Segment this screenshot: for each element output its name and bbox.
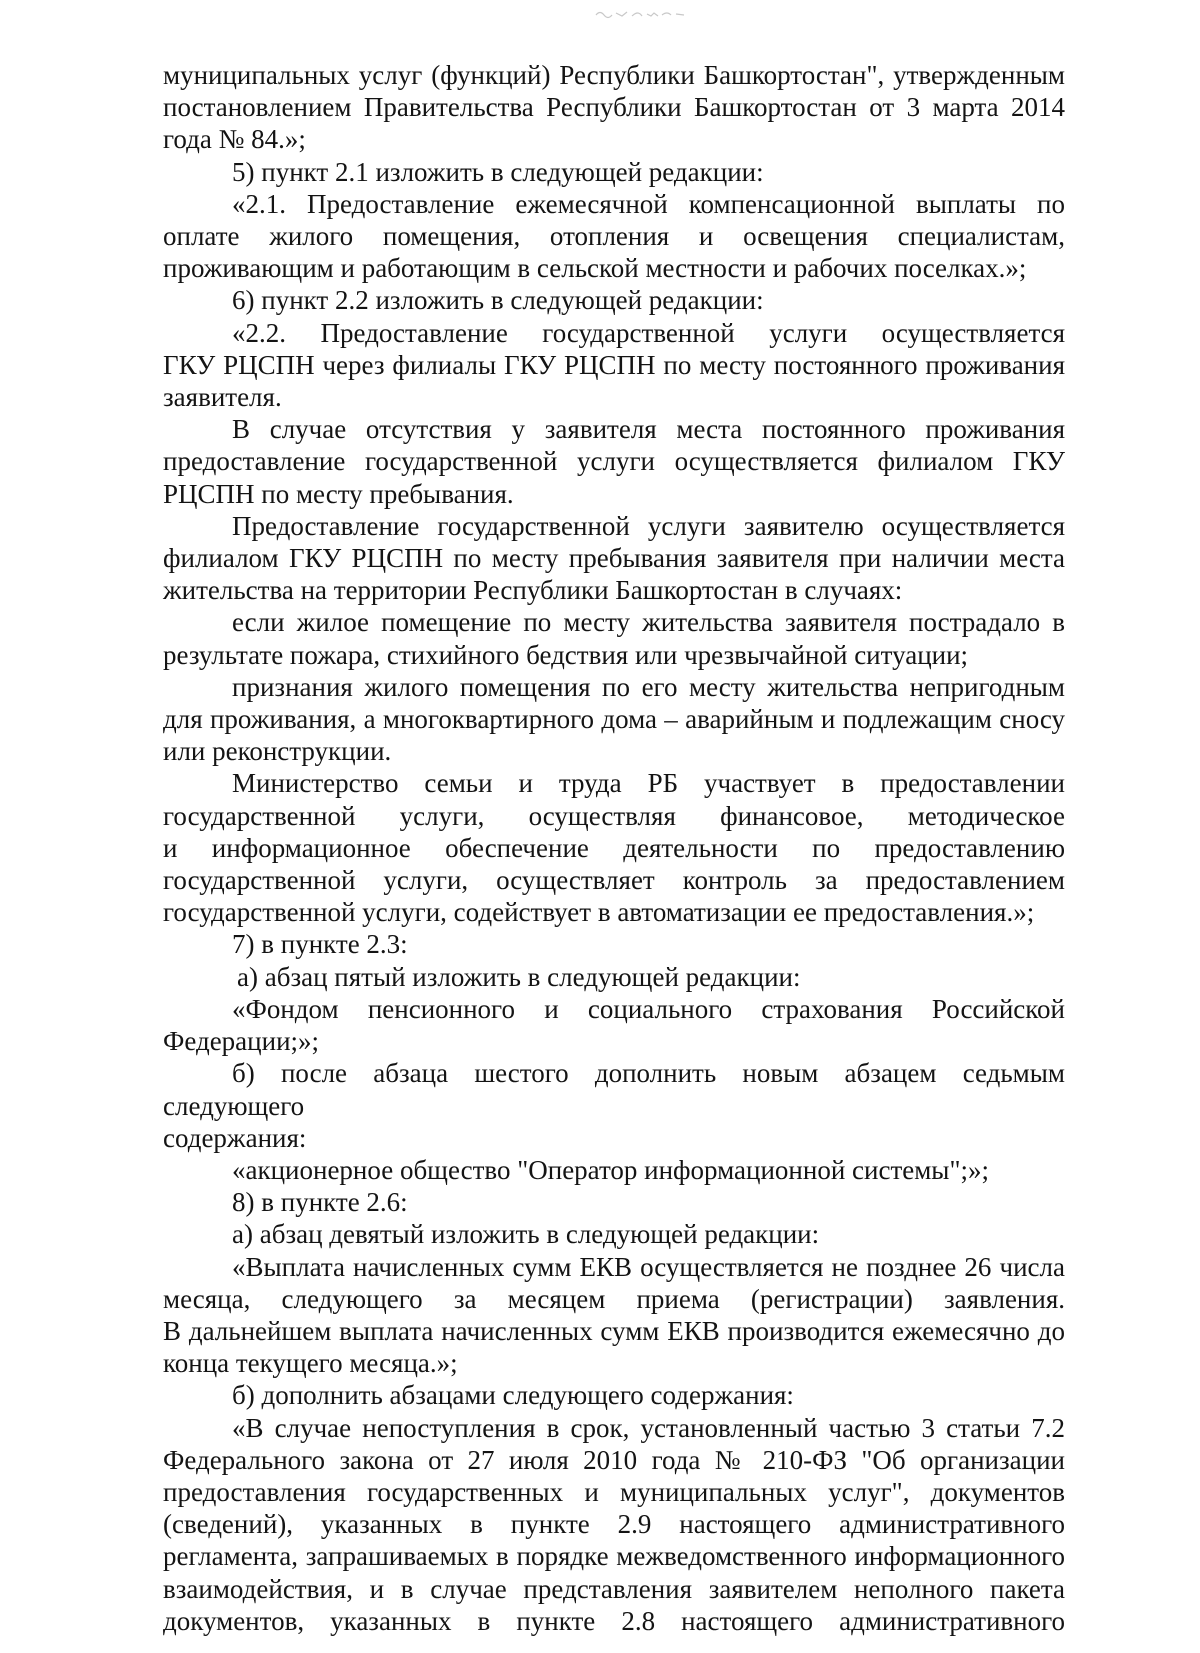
- text-line: результате пожара, стихийного бедствия или чрезвычайной ситуации;: [163, 639, 969, 670]
- scan-noise: [592, 8, 692, 20]
- paragraph: [163, 413, 1065, 510]
- text-line: б) после абзаца шестого дополнить новым абзацем седьмым следующего: [163, 1058, 1065, 1121]
- text-line: РЦСПН по месту пребывания.: [163, 478, 514, 509]
- text-line: б) дополнить абзацами следующего содержания:: [232, 1380, 794, 1411]
- paragraph: [163, 606, 1065, 670]
- paragraph: [163, 1251, 1065, 1380]
- text-line: документов, указанных в пункте 2.8 настоящего административного: [163, 1605, 1065, 1636]
- text-line: государственной услуги, осуществляет контроль за предоставлением: [163, 865, 1065, 896]
- text-line: филиалом ГКУ РЦСПН по месту пребывания заявителя при наличии места: [163, 543, 1065, 574]
- text-line: предоставление государственной услуги осуществляется филиалом ГКУ: [163, 446, 1065, 477]
- text-line: «Выплата начисленных сумм ЕКВ осуществляется не позднее 26 числа: [232, 1251, 1065, 1282]
- text-line: постановлением Правительства Республики Башкортостан от 3 марта 2014: [163, 92, 1065, 123]
- text-line: 8) в пункте 2.6:: [232, 1187, 408, 1218]
- paragraph: [163, 1154, 1065, 1186]
- text-line: если жилое помещение по месту жительства заявителя пострадало в: [232, 607, 1065, 638]
- text-line: 7) в пункте 2.3:: [232, 929, 408, 960]
- text-line: «Фондом пенсионного и социального страхования Российской: [232, 993, 1065, 1024]
- text-line: «акционерное общество "Оператор информационной системы";»;: [232, 1154, 989, 1185]
- text-line: (сведений), указанных в пункте 2.9 настоящего административного: [163, 1509, 1065, 1540]
- text-line: «2.1. Предоставление ежемесячной компенсационной выплаты по: [232, 188, 1065, 219]
- paragraph: [163, 993, 1065, 1057]
- text-line: проживающим и работающим в сельской местности и рабочих поселках.»;: [163, 253, 1027, 284]
- paragraph: [163, 284, 1065, 316]
- text-line: а) абзац пятый изложить в следующей редакции:: [237, 961, 801, 992]
- paragraph: [163, 1379, 1065, 1411]
- paragraph: [163, 1412, 1065, 1637]
- text-line: государственной услуги, осуществляя финансовое, методическое: [163, 800, 1065, 831]
- document-body: [163, 59, 1065, 1637]
- text-line: и информационное обеспечение деятельности по предоставлению: [163, 832, 1065, 863]
- paragraph: [163, 510, 1065, 607]
- text-line: «В случае непоступления в срок, установленный частью 3 статьи 7.2: [232, 1412, 1065, 1443]
- text-line: 5) пункт 2.1 изложить в следующей редакции:: [232, 156, 764, 187]
- text-line: или реконструкции.: [163, 736, 392, 767]
- text-line: заявителя.: [163, 382, 282, 413]
- paragraph: [163, 928, 1065, 960]
- paragraph: [163, 1218, 1065, 1250]
- text-line: В случае отсутствия у заявителя места постоянного проживания: [232, 414, 1065, 445]
- text-line: оплате жилого помещения, отопления и освещения специалистам,: [163, 221, 1065, 252]
- text-line: а) абзац девятый изложить в следующей редакции:: [232, 1219, 820, 1250]
- text-line: государственной услуги, содействует в автоматизации ее предоставления.»;: [163, 897, 1035, 928]
- text-line: предоставления государственных и муниципальных услуг", документов: [163, 1476, 1065, 1507]
- text-line: регламента, запрашиваемых в порядке межведомственного информационного: [163, 1541, 1065, 1572]
- paragraph: [163, 767, 1065, 928]
- paragraph: [163, 156, 1065, 188]
- paragraph: [163, 1186, 1065, 1218]
- text-line: содержания:: [163, 1122, 307, 1153]
- text-line: признания жилого помещения по его месту жительства непригодным: [232, 671, 1065, 702]
- paragraph: [163, 961, 1065, 993]
- text-line: Предоставление государственной услуги заявителю осуществляется: [232, 510, 1065, 541]
- paragraph: [163, 671, 1065, 768]
- text-line: Министерство семьи и труда РБ участвует в предоставлении: [232, 768, 1065, 799]
- text-line: ГКУ РЦСПН через филиалы ГКУ РЦСПН по месту постоянного проживания: [163, 349, 1065, 380]
- text-line: 6) пункт 2.2 изложить в следующей редакции:: [232, 285, 764, 316]
- paragraph: [163, 1057, 1065, 1154]
- text-line: муниципальных услуг (функций) Республики Башкортостан", утвержденным: [163, 60, 1065, 90]
- text-line: Федерации;»;: [163, 1026, 320, 1057]
- text-line: Федерального закона от 27 июля 2010 года № 210-ФЗ "Об организации: [163, 1444, 1065, 1475]
- text-line: для проживания, а многоквартирного дома – аварийным и подлежащим сносу: [163, 704, 1065, 735]
- text-line: В дальнейшем выплата начисленных сумм ЕКВ производится ежемесячно до: [163, 1315, 1065, 1346]
- paragraph: [163, 188, 1065, 285]
- text-line: месяца, следующего за месяцем приема (регистрации) заявления.: [163, 1283, 1065, 1314]
- paragraph: [163, 59, 1065, 156]
- text-line: жительства на территории Республики Башкортостан в случаях:: [163, 575, 903, 606]
- paragraph: [163, 317, 1065, 414]
- text-line: взаимодействия, и в случае представления заявителем неполного пакета: [163, 1573, 1065, 1604]
- text-line: года № 84.»;: [163, 124, 306, 155]
- text-line: «2.2. Предоставление государственной услуги осуществляется: [232, 317, 1065, 348]
- text-line: конца текущего месяца.»;: [163, 1348, 458, 1379]
